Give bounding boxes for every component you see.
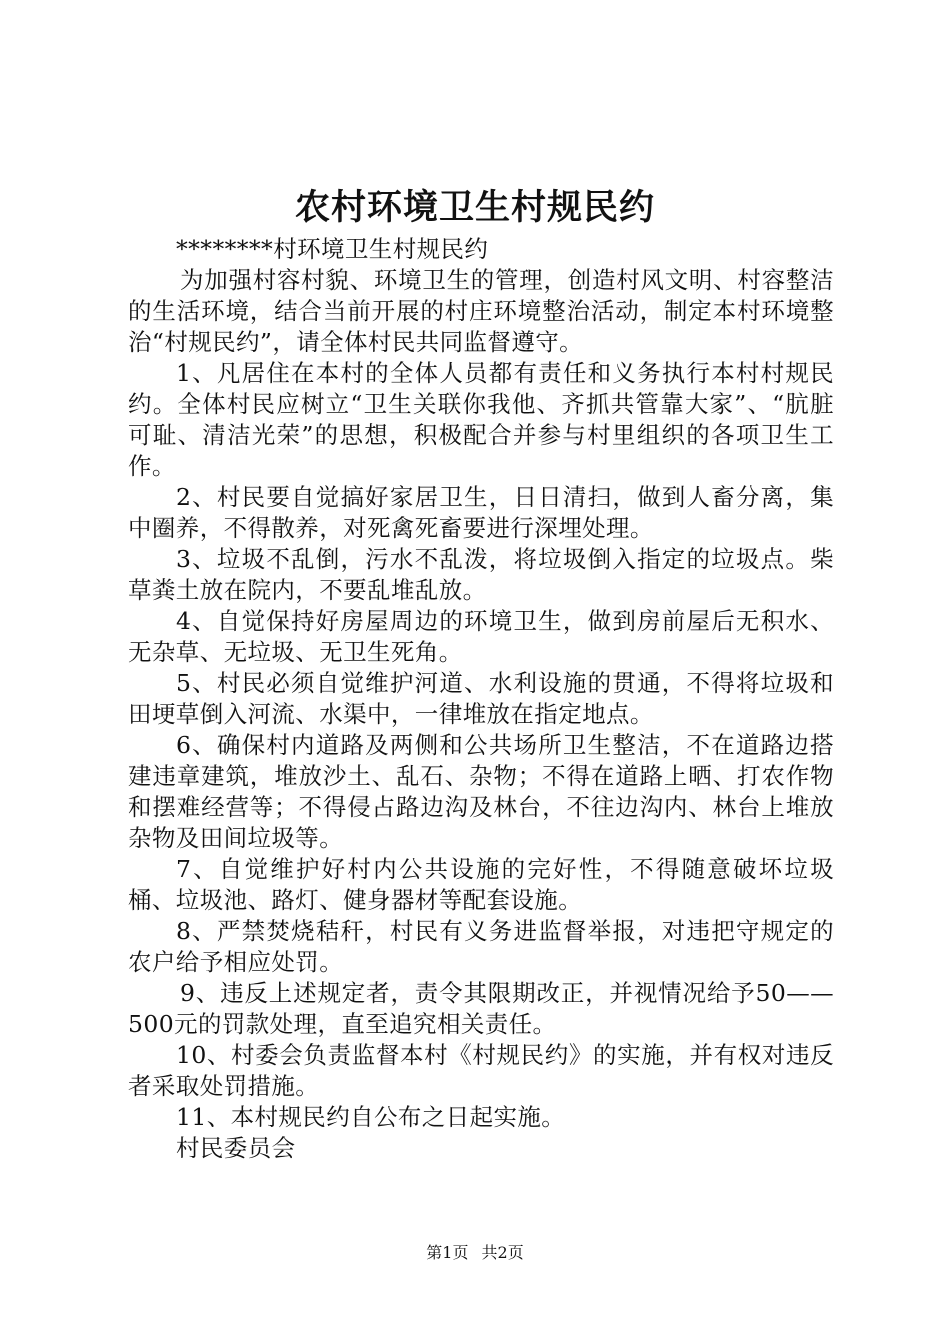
clause-9: 9、违反上述规定者，责令其限期改正，并视情况给予50——500元的罚款处理，直至追究相关责任。 xyxy=(128,979,834,1038)
clause-6: 6、确保村内道路及两侧和公共场所卫生整洁，不在道路边搭建违章建筑，堆放沙土、乱石、杂物；不得在道路上晒、打农作物和摆难经营等；不得侵占路边沟及林台，不往边沟内、林台上堆放杂物及田间垃圾等。 xyxy=(128,731,834,852)
clause-5: 5、村民必须自觉维护河道、水利设施的贯通，不得将垃圾和田埂草倒入河流、水渠中，一律堆放在指定地点。 xyxy=(128,669,834,728)
intro-paragraph: 为加强村容村貌、环境卫生的管理，创造村风文明、村容整洁的生活环境，结合当前开展的村庄环境整治活动，制定本村环境整治“村规民约”，请全体村民共同监督遵守。 xyxy=(128,266,834,356)
page-number-total: 共2页 xyxy=(481,1243,524,1262)
clause-1: 1、凡居住在本村的全体人员都有责任和义务执行本村村规民约。全体村民应树立“卫生关联你我他、齐抓共管靠大家”、“肮脏可耻、清洁光荣”的思想，积极配合并参与村里组织的各项卫生工作。 xyxy=(128,359,834,480)
clause-8: 8、严禁焚烧秸秆，村民有义务进监督举报，对违把守规定的农户给予相应处罚。 xyxy=(128,917,834,976)
document-body xyxy=(128,234,834,1164)
page-number-current: 第1页 xyxy=(426,1243,469,1262)
signature: 村民委员会 xyxy=(176,1134,296,1162)
clause-3: 3、垃圾不乱倒，污水不乱泼，将垃圾倒入指定的垃圾点。柴草粪土放在院内，不要乱堆乱放。 xyxy=(128,545,834,604)
clause-7: 7、自觉维护好村内公共设施的完好性，不得随意破坏垃圾桶、垃圾池、路灯、健身器材等配套设施。 xyxy=(128,855,834,914)
clause-2: 2、村民要自觉搞好家居卫生，日日清扫，做到人畜分离，集中圈养，不得散养，对死禽死畜要进行深埋处理。 xyxy=(128,483,834,542)
clause-11: 11、本村规民约自公布之日起实施。 xyxy=(176,1103,566,1131)
document-title: 农村环境卫生村规民约 xyxy=(294,187,655,228)
clause-4: 4、自觉保持好房屋周边的环境卫生，做到房前屋后无积水、无杂草、无垃圾、无卫生死角。 xyxy=(128,607,834,666)
page-footer xyxy=(0,1243,950,1263)
clause-10: 10、村委会负责监督本村《村规民约》的实施，并有权对违反者采取处罚措施。 xyxy=(128,1041,834,1100)
document-subtitle: ********村环境卫生村规民约 xyxy=(176,235,489,263)
